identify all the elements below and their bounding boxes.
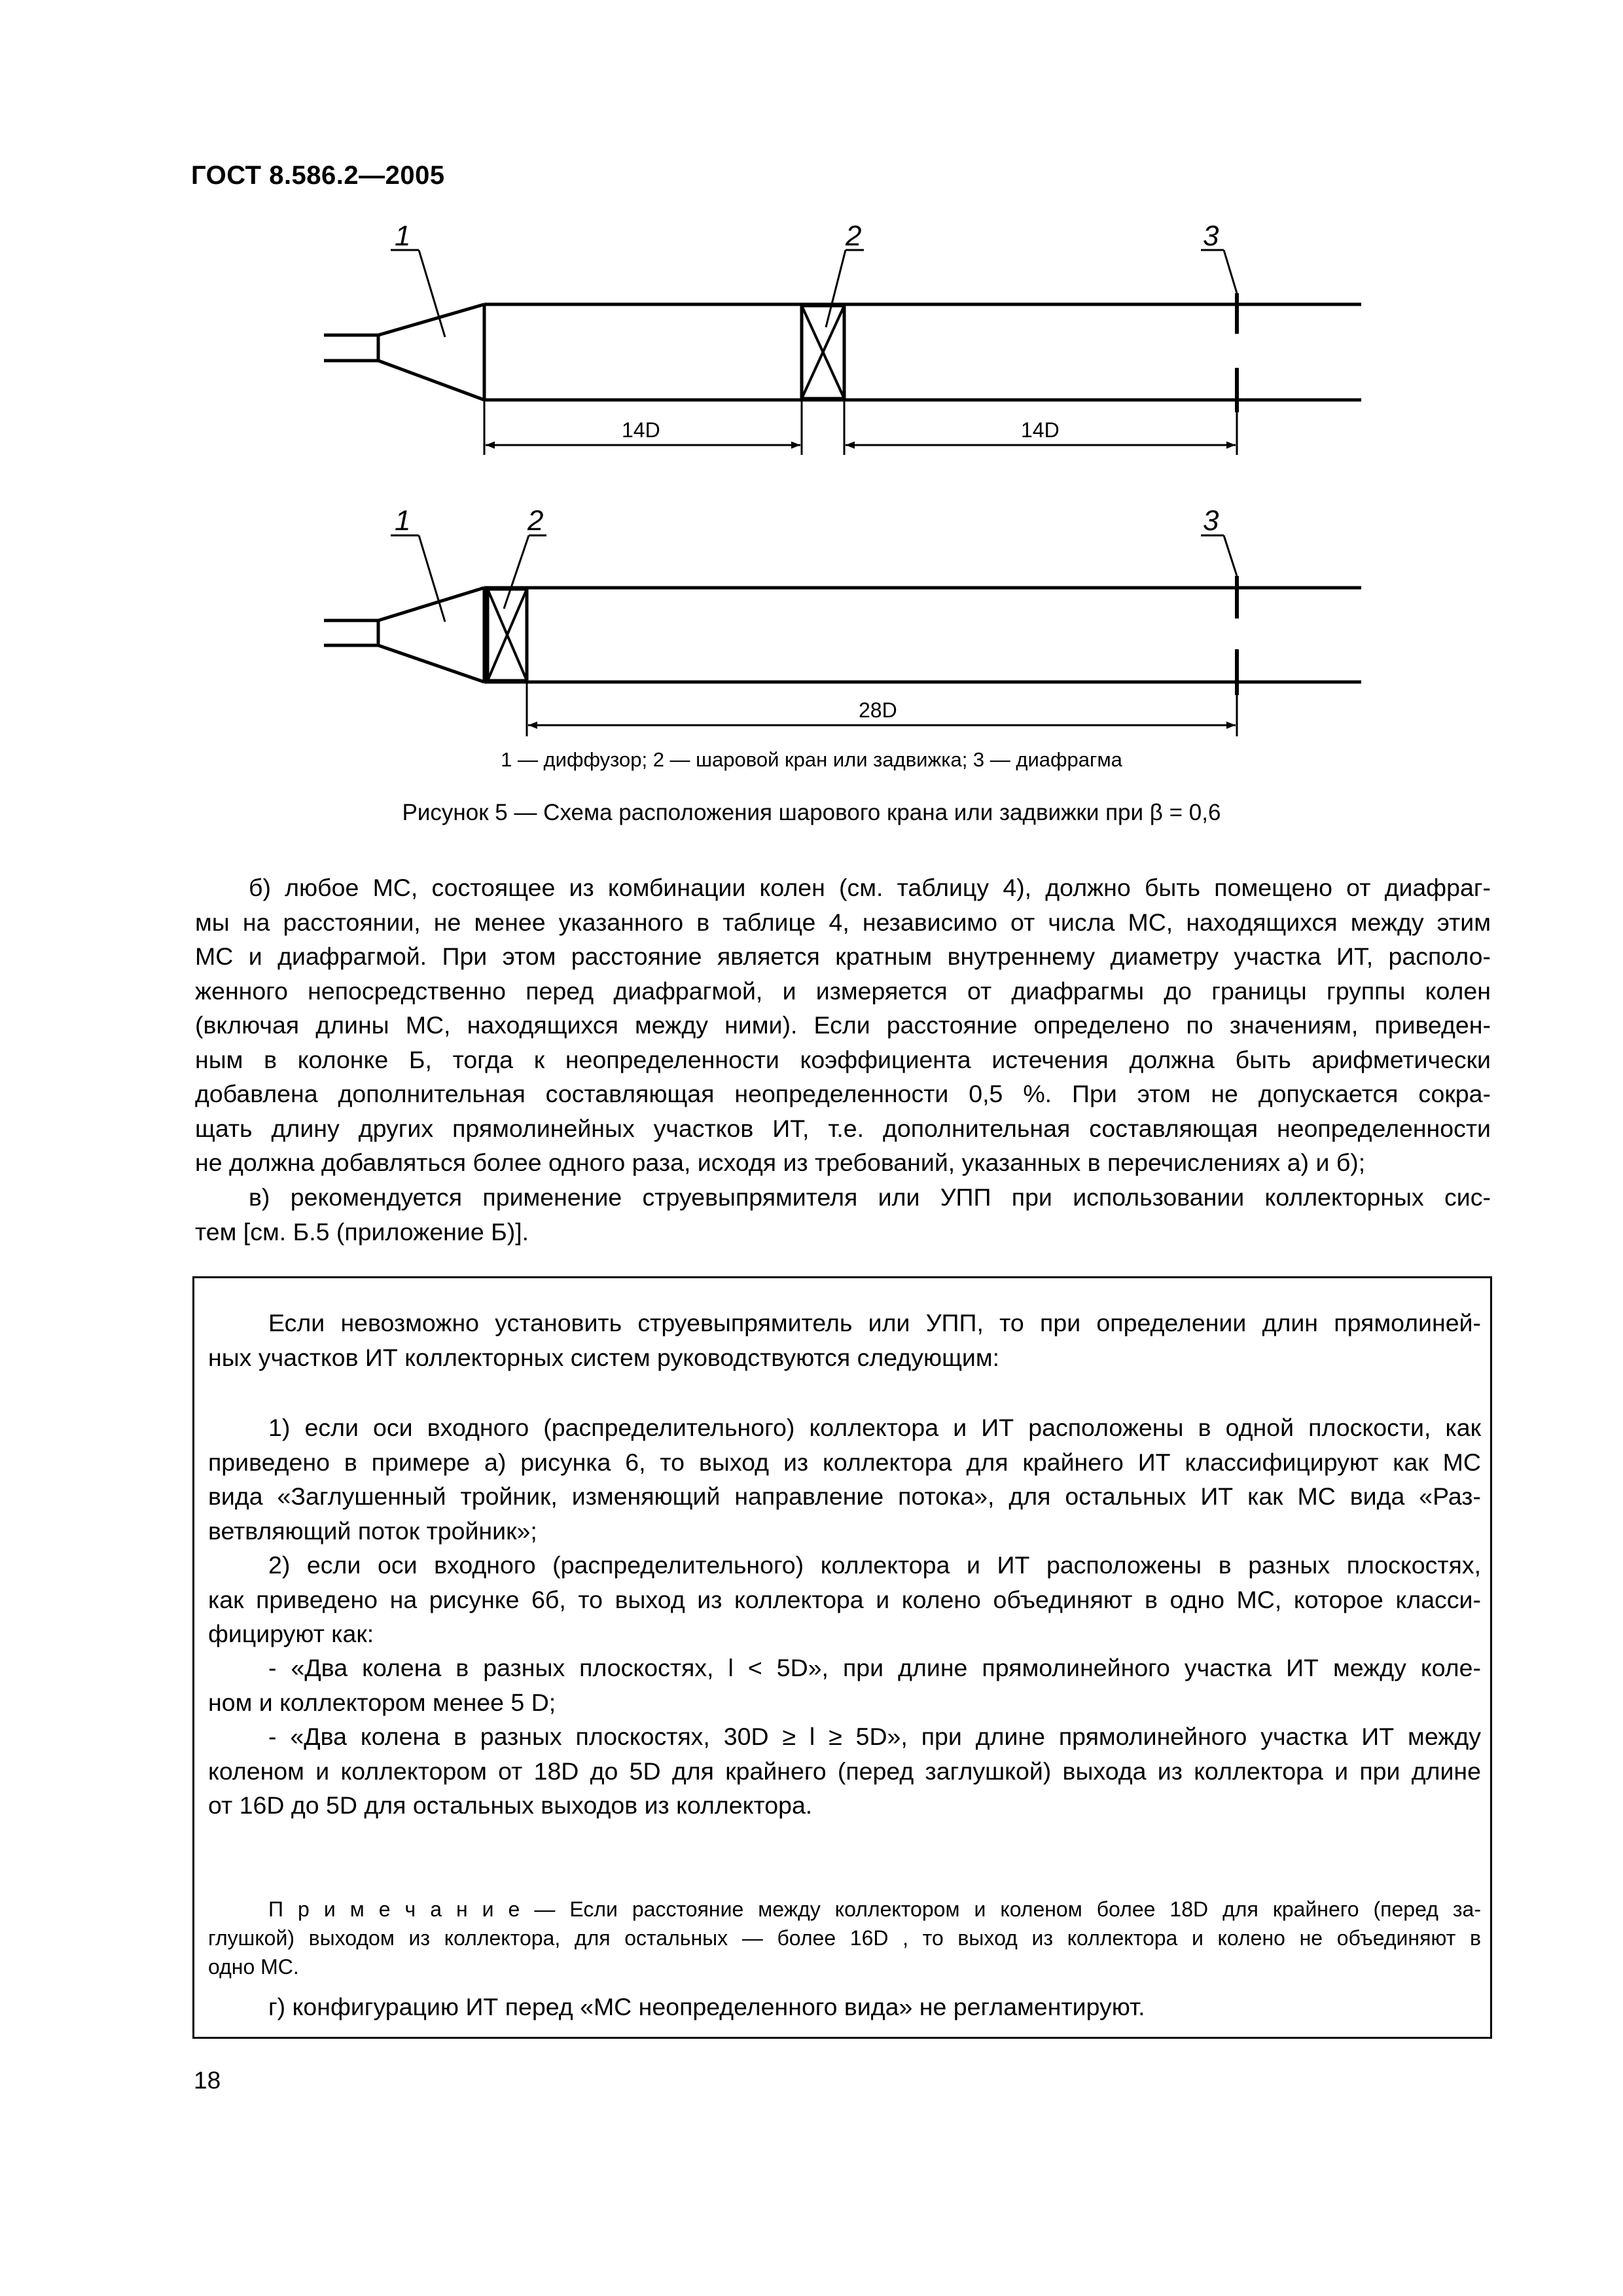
box-item-2 xyxy=(208,1548,1481,1651)
figure-caption: Рисунок 5 — Схема расположения шарового крана или задвижки при β = 0,6 xyxy=(402,800,1221,825)
page-number: 18 xyxy=(194,2067,221,2094)
box-item-g-line: г) конфигурацию ИТ перед «МС неопределенного вида» не регламентируют. xyxy=(268,1993,1145,2020)
paragraph-b-line: (включая длины МС, находящихся между ними). Если расстояние определено по значениям, приведен- xyxy=(195,1011,1491,1039)
diagram1-label-2: 2 xyxy=(846,220,862,252)
figure-schematic xyxy=(0,0,1623,746)
box-note-line: П р и м е ч а н и е — Если расстояние между коллектором и коленом более 18D для крайнего (перед за- xyxy=(268,1897,1481,1921)
diagram2-label-3: 3 xyxy=(1203,505,1219,537)
box-intro-line: Если невозможно установить струевыпрямитель или УПП, то при определении длин прямолиней- xyxy=(268,1309,1481,1336)
diagram2-dim-28D: 28D xyxy=(859,698,897,722)
diagram2-label-1: 1 xyxy=(395,505,411,537)
box-item-1-line: ветвляющий поток тройник»; xyxy=(208,1516,537,1545)
diagram-2 xyxy=(324,535,1361,736)
paragraph-b xyxy=(195,870,1491,1180)
box-dash-2 xyxy=(208,1719,1481,1823)
box-item-1-line: 1) если оси входного (распределительного) коллектора и ИТ расположены в одной плоскости, как xyxy=(268,1414,1481,1441)
diagram1-label-3: 3 xyxy=(1203,220,1219,252)
box-dash-2-line: - «Два колена в разных плоскостях, 30D ≥ l ≥ 5D», при длине прямолинейного участка ИТ между xyxy=(268,1723,1481,1750)
box-note-line: глушкой) выходом из коллектора, для остальных — более 16D , то выход из коллектора и колено не объединяют в xyxy=(208,1926,1481,1950)
figure-legend: 1 — диффузор; 2 — шаровой кран или задвижка; 3 — диафрагма xyxy=(501,748,1122,771)
box-note-line: одно МС. xyxy=(208,1955,299,1979)
diagram1-dim-14D-right: 14D xyxy=(1021,418,1060,442)
diagram2-label-2: 2 xyxy=(527,505,544,537)
box-item-2-line: как приведено на рисунке 6б, то выход из коллектора и колено объединяют в одно МС, которое класси- xyxy=(208,1585,1481,1613)
box-item-g xyxy=(208,1990,1481,2024)
diagram1-dim-14D-left: 14D xyxy=(622,418,660,442)
box-dash-1-line: - «Два колена в разных плоскостях, l < 5D», при длине прямолинейного участка ИТ между коле- xyxy=(268,1654,1481,1681)
box-item-1-line: приведено в примере а) рисунка 6, то выход из коллектора для крайнего ИТ классифицируют как МС xyxy=(208,1448,1481,1476)
document-header: ГОСТ 8.586.2—2005 xyxy=(191,161,445,190)
paragraph-b-line: щать длину других прямолинейных участков ИТ, т.е. дополнительная составляющая неопределенности xyxy=(195,1114,1491,1142)
diagram-1 xyxy=(324,250,1361,455)
box-item-2-line: 2) если оси входного (распределительного) коллектора и ИТ расположены в разных плоскостях, xyxy=(268,1551,1481,1579)
box-item-1-line: вида «Заглушенный тройник, изменяющий направление потока», для остальных ИТ как МС вида «Раз- xyxy=(208,1482,1481,1510)
paragraph-b-line: женного непосредственно перед диафрагмой, и измеряется от диафрагмы до границы группы колен xyxy=(195,977,1491,1005)
paragraph-b-line: МС и диафрагмой. При этом расстояние является кратным внутреннему диаметру участка ИТ, располо- xyxy=(195,942,1491,970)
box-intro-line: ных участков ИТ коллекторных систем руководствуются следующим: xyxy=(208,1343,1000,1371)
paragraph-b-line: б) любое МС, состоящее из комбинации колен (см. таблицу 4), должно быть помещено от диафраг- xyxy=(249,874,1491,901)
box-item-2-line: фицируют как: xyxy=(208,1620,374,1647)
paragraph-b-line: мы на расстоянии, не менее указанного в таблице 4, независимо от числа МС, находящихся между этим xyxy=(195,908,1491,936)
diagram1-label-1: 1 xyxy=(395,220,411,252)
paragraph-v xyxy=(195,1180,1491,1249)
paragraph-b-line: ным в колонке Б, тогда к неопределенности коэффициента истечения должна быть арифметически xyxy=(195,1045,1491,1073)
box-dash-2-line: коленом и коллектором от 18D до 5D для крайнего (перед заглушкой) выхода из коллектора и при длине xyxy=(208,1757,1481,1785)
box-intro xyxy=(208,1306,1481,1374)
paragraph-v-line: в) рекомендуется применение струевыпрямителя или УПП при использовании коллекторных сис- xyxy=(249,1183,1491,1211)
paragraph-v-line: тем [см. Б.5 (приложение Б)]. xyxy=(195,1217,529,1246)
box-dash-1-line: ном и коллектором менее 5 D; xyxy=(208,1688,556,1716)
paragraph-b-line: добавлена дополнительная составляющая неопределенности 0,5 %. При этом не допускается сокра- xyxy=(195,1080,1491,1107)
box-note xyxy=(208,1895,1481,1981)
box-dash-1 xyxy=(208,1651,1481,1719)
box-item-1 xyxy=(208,1410,1481,1548)
paragraph-b-line: не должна добавляться более одного раза, исходя из требований, указанных в перечислениях а) и б); xyxy=(195,1149,1366,1176)
box-dash-2-line: от 16D до 5D для остальных выходов из коллектора. xyxy=(208,1791,813,1819)
